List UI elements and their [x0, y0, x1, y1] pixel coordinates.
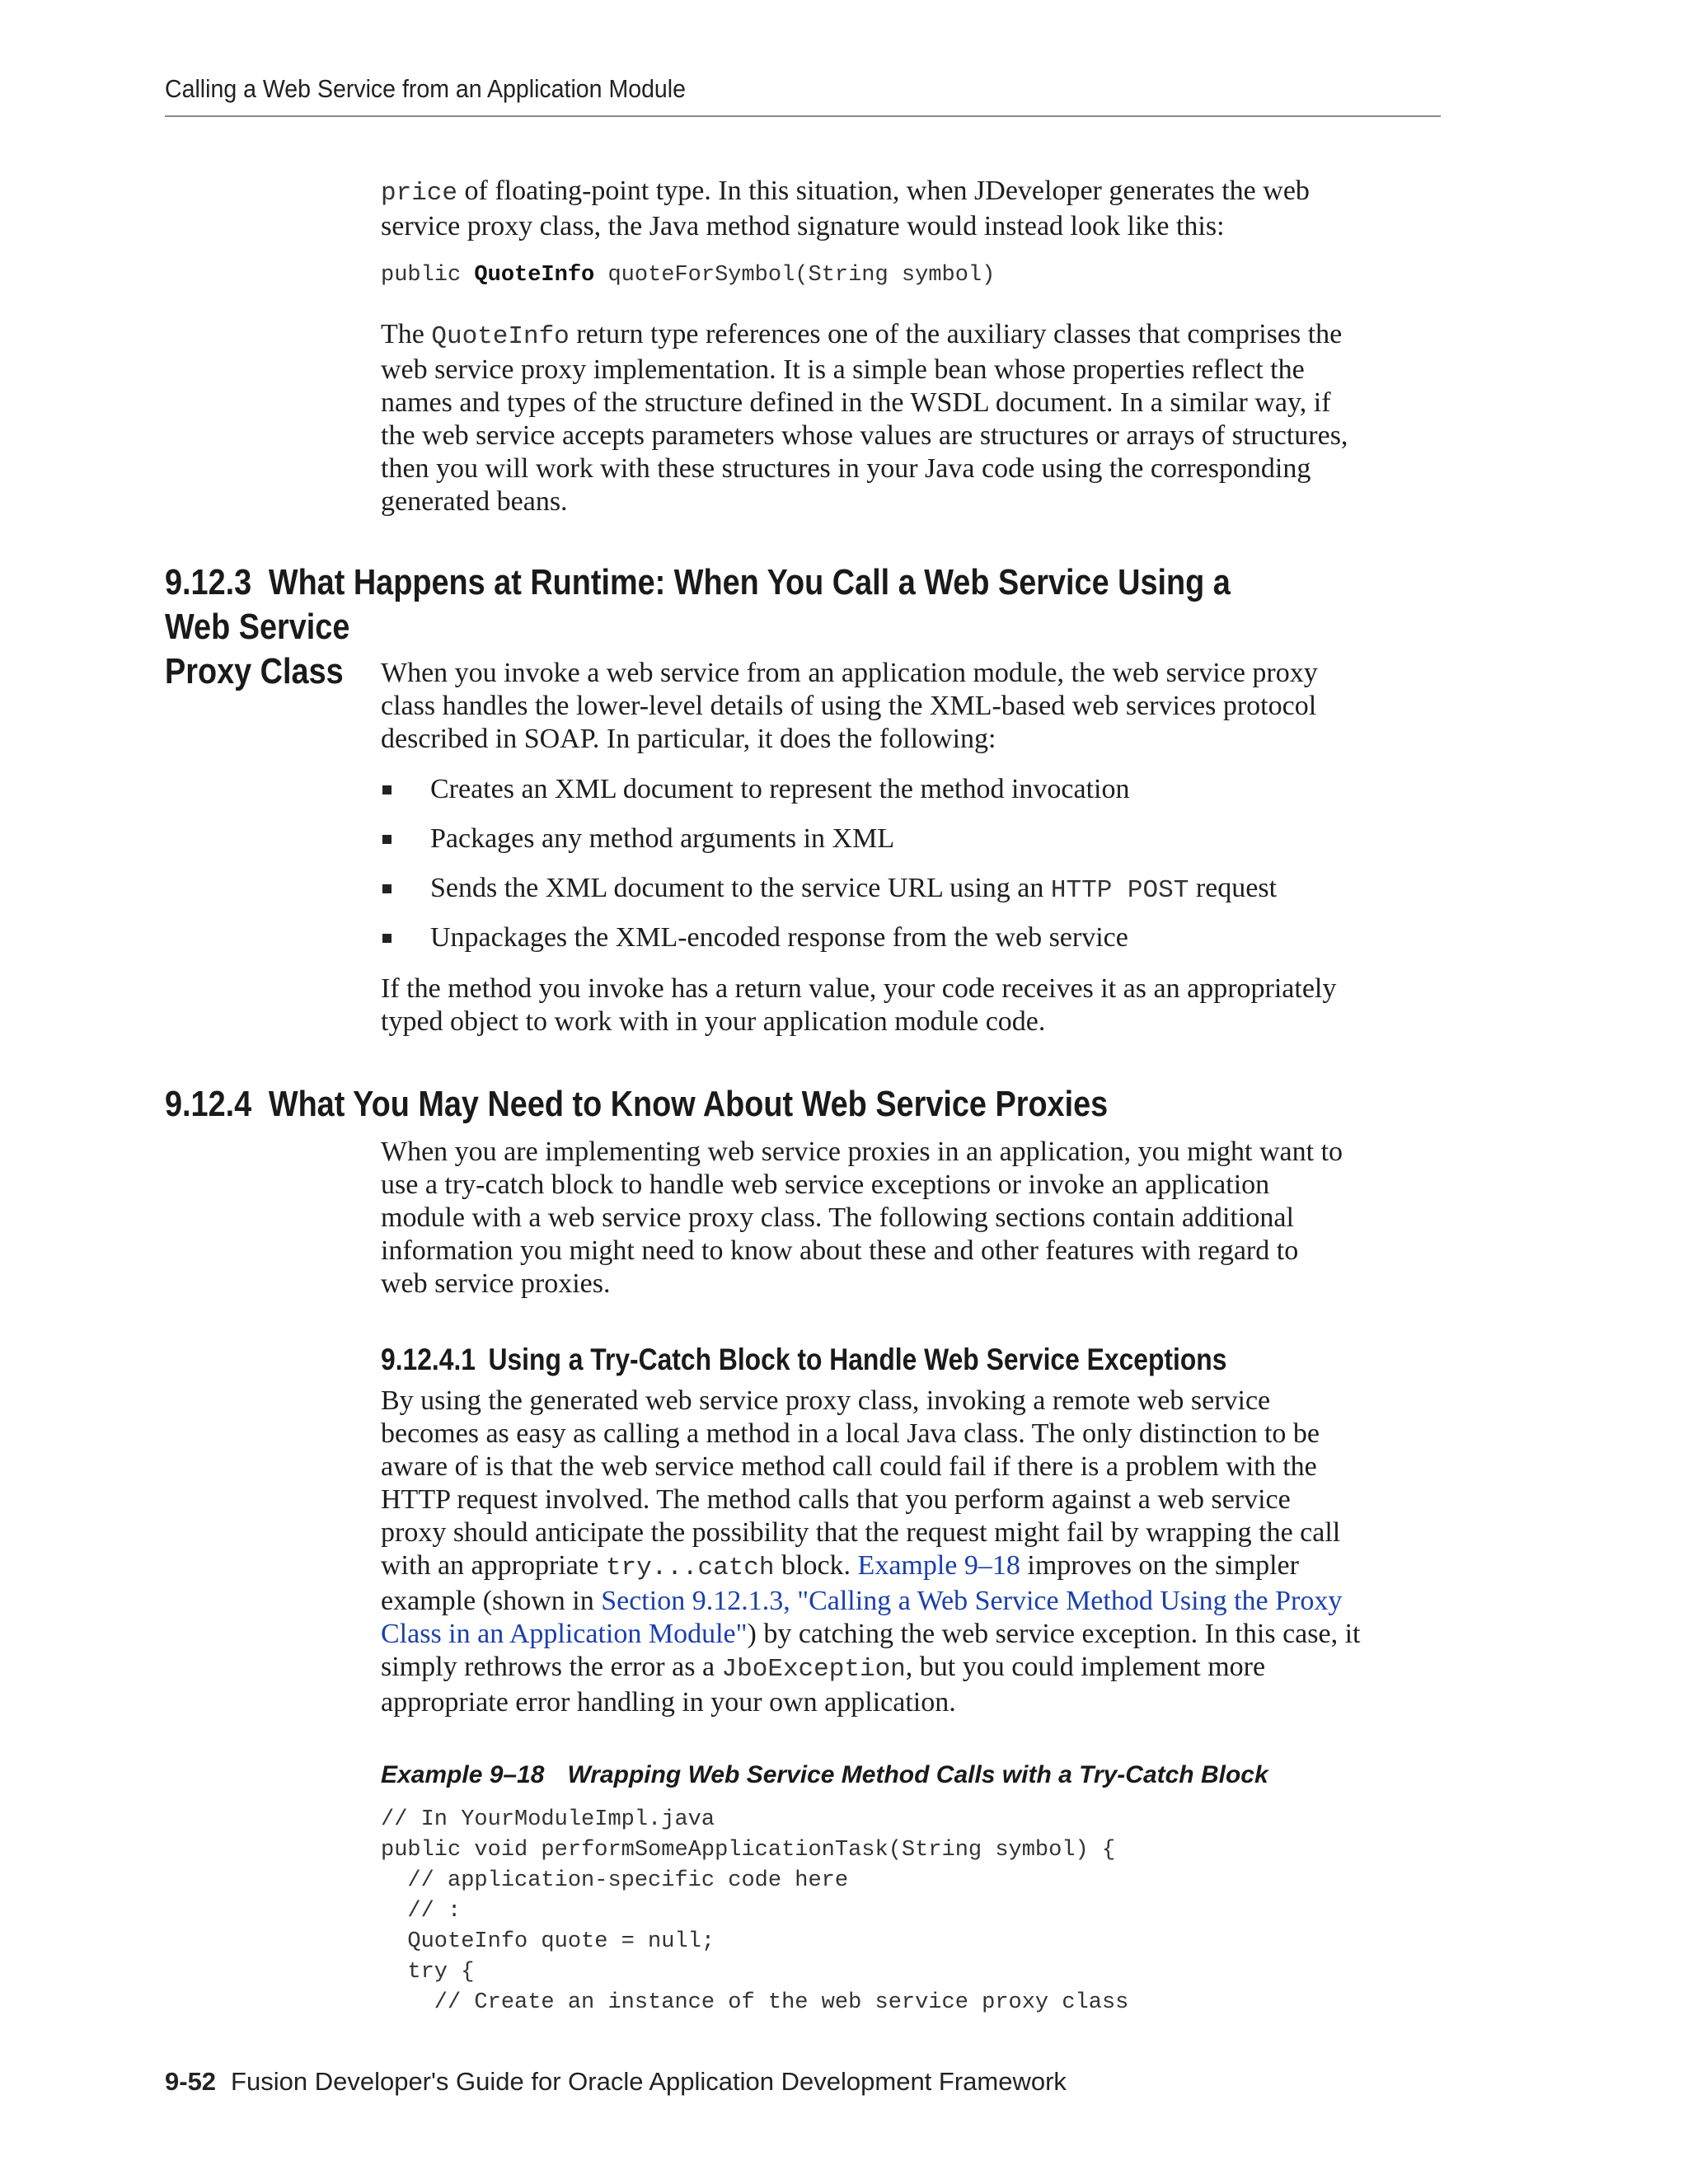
page-number: 9-52	[165, 2067, 217, 2096]
book-title: Fusion Developer's Guide for Oracle Application Development Framework	[231, 2067, 1067, 2096]
link-example-9-18[interactable]: Example 9–18	[857, 1550, 1020, 1581]
code-line: QuoteInfo quote = null;	[381, 1929, 715, 1954]
bullet-marker	[382, 835, 392, 844]
section-heading-9-12-3: 9.12.3 What Happens at Runtime: When You Call a Web Service Using a Web Service Proxy Class	[165, 562, 1231, 691]
inline-code-try-catch: try...catch	[605, 1554, 775, 1582]
intro-paragraph-2: The QuoteInfo return type references one of the auxiliary classes that comprises the web service proxy implementation. It is a simple bean whose properties reflect the names and types of the structure defined in the WSDL document. In a similar way, if the web service accepts parameters whose values are structures or arrays of structures, then you will work with these structures in your Java code using the corresponding generated beans.	[381, 319, 1348, 517]
link-section-9-12-1-3-cont[interactable]: Class in an Application Module"	[381, 1619, 748, 1649]
page-footer	[165, 2067, 1067, 2097]
running-header: Calling a Web Service from an Application Module	[165, 74, 686, 103]
code-line: // :	[381, 1899, 462, 1924]
section-9-12-4-paragraph: When you are implementing web service proxies in an application, you might want to use a try-catch block to handle web service exceptions or invoke an application module with a web service proxy class. The following sections contain additional information you might need to know about these and other features with regard to web service proxies.	[381, 1137, 1343, 1299]
code-line: // application-specific code here	[381, 1868, 849, 1893]
section-heading-9-12-4: 9.12.4 What You May Need to Know About Web Service Proxies	[165, 1084, 1109, 1124]
inline-code-price: price	[381, 179, 458, 208]
header-divider	[165, 115, 1441, 117]
inline-code-quoteinfo: QuoteInfo	[431, 322, 570, 351]
example-caption: Example 9–18 Wrapping Web Service Method Calls with a Try-Catch Block	[381, 1761, 1268, 1788]
document-page: Calling a Web Service from an Application Module price of floating-point type. In this situation, when JDeveloper generates the web service proxy class, the Java method signature would instead look like this: public QuoteInfo quoteForSymbol(String symbol) The QuoteInfo return type references one of the auxiliary classes that comprises the web service proxy implementation. It is a simple bean whose properties reflect the names and types of the structure defined in the WSDL document. In a similar way, if the web service accepts parameters whose values are structures or arrays of structures, then you will work with these structures in your Java code using the corresponding generated beans. 9.12.3 What Happens at Runtime: When You Call a Web Service Using a Web Service Proxy Class When you invoke a web service from an application module, the web service proxy class handles the lower-level details of using the XML-based web services protocol described in SOAP. In particular, it does the following: Creates an XML document to represent the method invocation Packages any method arguments in XML Sends the XML document to the service URL using an HTTP POST request Unpackages the XML-encoded response from the web service If the method you invoke has a return value, your code receives it as an appropriately typed object to work with in your application module code. 9.12.4 What You May Need to Know About Web Service Proxies When you are implementing web service proxies in an application, you might want to use a try-catch block to handle web service exceptions or invoke an application module with a web service proxy class. The following sections contain additional information you might need to know about these and other features with regard to web service proxies. 9.12.4.1 Using a Try-Catch Block to Handle Web Service Exceptions By using the generated web service proxy class, invoking a remote web service becomes as easy as calling a method in a local Java class. The only distinction to be aware of is that the web service method call could fail if there is a problem with the HTTP request involved. The method calls that you perform against a web service proxy should anticipate the possibility that the request might fail by wrapping the call with an appropriate try...catch block. Example 9–18 improves on the simpler example (shown in Section 9.12.1.3, "Calling a Web Service Method Using the Proxy Class in an Application Module") by catching the web service exception. In this case, it simply rethrows the error as a JboException, but you could implement more appropriate error handling in your own application. Example 9–18 Wrapping Web Service Method Calls with a Try-Catch Block // In YourModuleImpl.java public void performSomeApplicationTask(String symbol) { // application-specific code here // : QuoteInfo quote = null; try { // Create an instance of the web service proxy class 9-52 Fusion Developer's Guide for Oracle Application Development Framework	[0, 0, 1688, 2184]
code-line: // In YourModuleImpl.java	[381, 1807, 715, 1832]
method-signature-code: public QuoteInfo quoteForSymbol(String symbol)	[381, 263, 996, 288]
bullet-marker	[382, 934, 392, 943]
code-line: public void performSomeApplicationTask(String symbol) {	[381, 1838, 1116, 1863]
link-section-9-12-1-3[interactable]: Section 9.12.1.3, "Calling a Web Service Method Using the Proxy	[601, 1586, 1343, 1616]
bullet-marker	[382, 785, 392, 794]
section-heading-9-12-4-1: 9.12.4.1 Using a Try-Catch Block to Handle Web Service Exceptions	[381, 1343, 1227, 1376]
section-9-12-3-closing: If the method you invoke has a return value, your code receives it as an appropriately typed object to work with in your application module code.	[381, 973, 1337, 1037]
inline-code-jboexception: JboException	[721, 1655, 906, 1684]
code-line: try {	[381, 1960, 475, 1985]
inline-code-http-post: HTTP POST	[1050, 876, 1189, 905]
section-9-12-3-paragraph: When you invoke a web service from an application module, the web service proxy class handles the lower-level details of using the XML-based web services protocol described in SOAP. In particular, it does the following:	[381, 658, 1318, 754]
code-line: // Create an instance of the web service proxy class	[381, 1990, 1129, 2015]
bullet-marker	[382, 884, 392, 893]
section-9-12-4-1-paragraph: By using the generated web service proxy class, invoking a remote web service becomes as easy as calling a method in a local Java class. The only distinction to be aware of is that the web service method call could fail if there is a problem with the HTTP request involved. The method calls that you perform against a web service proxy should anticipate the possibility that the request might fail by wrapping the call with an appropriate try...catch block. Example 9–18 improves on the simpler example (shown in Section 9.12.1.3, "Calling a Web Service Method Using the Proxy Class in an Application Module") by catching the web service exception. In this case, it simply rethrows the error as a JboException, but you could implement more appropriate error handling in your own application.	[381, 1385, 1361, 1718]
intro-paragraph-1: price of floating-point type. In this situation, when JDeveloper generates the web service proxy class, the Java method signature would instead look like this:	[381, 176, 1310, 241]
